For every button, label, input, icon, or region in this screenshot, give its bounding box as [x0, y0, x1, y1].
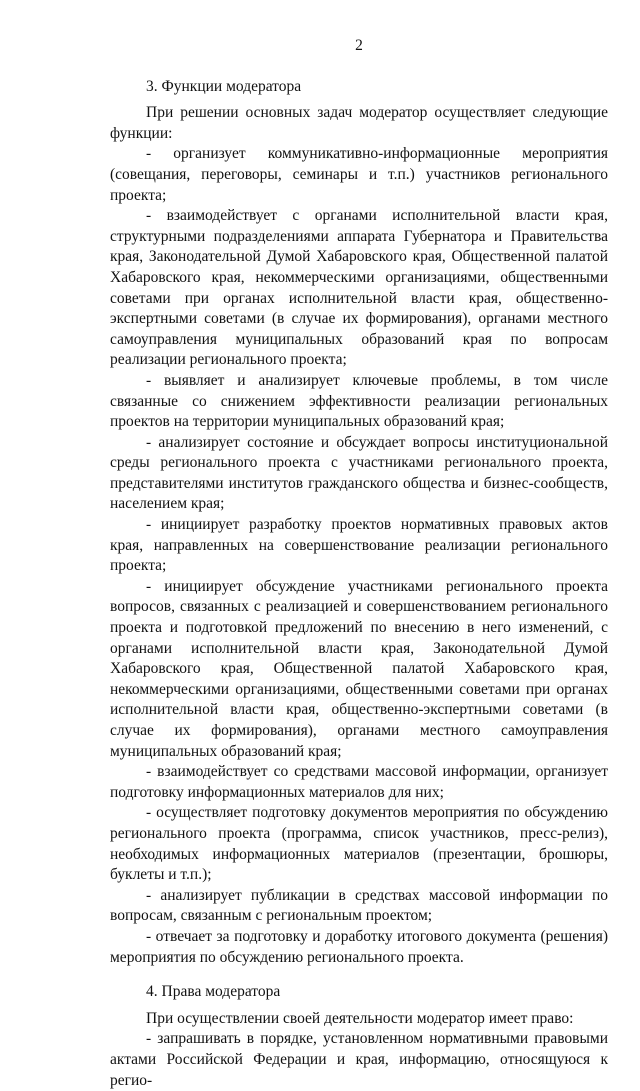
paragraph: - осуществляет подготовку документов мероприятия по обсуждению регионального проекта (программа, список участников, пресс-релиз), необходимых информационных материалов (презентации, брошюры, буклеты и т.п.); [110, 804, 608, 884]
paragraph: - инициирует обсуждение участниками регионального проекта вопросов, связанных с реализацией и совершенствованием регионального проекта и подготовкой предложений по внесению в него изменений, с органами исполнительной власти края, Законодательной Думой Хабаровского края, Общественной палатой Хабаровского края, некоммерческими организациями, общественными советами при органах исполнительной власти края, общественно-экспертными советами (в случае их формирования), органами местного самоуправления муниципальных образований края; [110, 577, 608, 760]
paragraph: - организует коммуникативно-информационные мероприятия (совещания, переговоры, семинары и т.п.) участников регионального проекта; [110, 145, 608, 204]
paragraph: - отвечает за подготовку и доработку итогового документа (решения) мероприятия по обсуждению регионального проекта. [110, 927, 608, 966]
paragraph: - анализирует публикации в средствах массовой информации по вопросам, связанным с региональным проектом; [110, 886, 608, 925]
section-functions [110, 77, 608, 969]
section-spacer [110, 968, 608, 982]
section-heading: 3. Функции модератора [146, 77, 302, 95]
section-rights [110, 982, 608, 1091]
section-heading: 4. Права модератора [146, 983, 281, 1001]
paragraph: При осуществлении своей деятельности модератор имеет право: [146, 1009, 574, 1027]
paragraph: - взаимодействует с органами исполнительной власти края, структурными подразделениями аппарата Губернатора и Правительства края, Законодательной Думой Хабаровского края, Общественной палатой Хабаровского края, некоммерческими организациями, общественными советами при органах исполнительной власти края, общественно-экспертными советами (в случае их формирования), органами местного самоуправления муниципальных образований края по вопросам реализации регионального проекта; [110, 207, 608, 369]
page-number: 2 [355, 37, 363, 54]
paragraph: - выявляет и анализирует ключевые проблемы, в том числе связанные со снижением эффективности реализации региональных проектов на территории муниципальных образований края; [110, 371, 608, 431]
paragraph: - анализирует состояние и обсуждает вопросы институциональной среды регионального проекта с участниками регионального проекта, представителями институтов гражданского общества и бизнес-сообществ, населением края; [110, 433, 608, 513]
paragraph: При решении основных задач модератор осуществляет следующие функции: [110, 104, 608, 142]
paragraph: - запрашивать в порядке, установленном нормативными правовыми актами Российской Федерации и края, информацию, относящуюся к регио- [110, 1030, 608, 1089]
paragraph: - инициирует разработку проектов нормативных правовых актов края, направленных на совершенствование реализации регионального проекта; [110, 516, 608, 575]
paragraph: - взаимодействует со средствами массовой информации, организует подготовку информационных материалов для них; [110, 763, 608, 801]
